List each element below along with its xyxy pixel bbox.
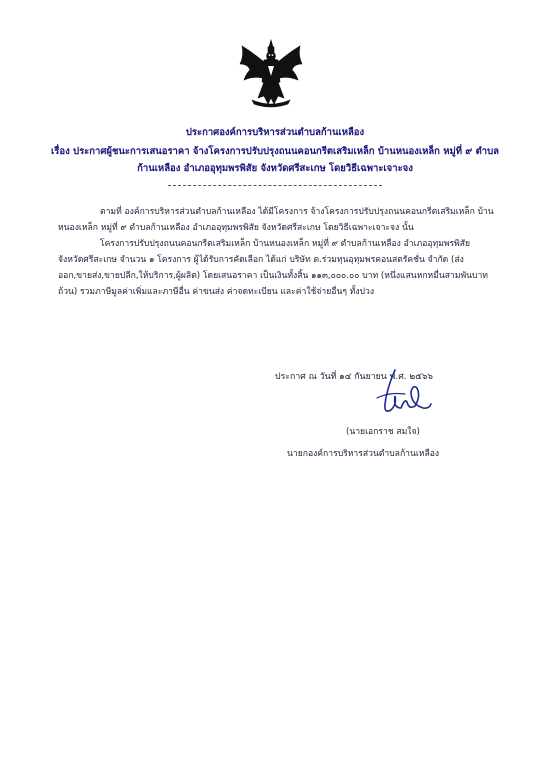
signer-name: (นายเอกราช สมใจ) (346, 427, 420, 437)
handwritten-signature (365, 368, 433, 420)
garuda-emblem (238, 38, 304, 108)
org-title: ประกาศองค์การบริหารส่วนตำบลก้านเหลือง (185, 127, 365, 138)
paragraph-2-text: โครงการปรับปรุงถนนคอนกรีตเสริมเหล็ก บ้านหนองเหล็ก หมู่ที่ ๙ ตำบลก้านเหลือง อำเภออุทุมพรพิสัย จังหวัดศรีสะเกษ จำนวน ๑ โครงการ ผู้ได้รับการคัดเลือก ได้แก่ บริษัท ต.ร่วมทุนอุทุมพรคอนสตรัคชั่น จำกัด (ส่งออก,ขายส่ง,ขายปลีก,ให้บริการ,ผู้ผลิต) โดยเสนอราคา เป็นเงินทั้งสิ้น ๑๑๓,๐๐๐.๐๐ บาท (หนึ่งแสนหกหมื่นสามพันบาทถ้วน) รวมภาษีมูลค่าเพิ่มและภาษีอื่น ค่าขนส่ง ค่าจดทะเบียน และค่าใช้จ่ายอื่นๆ ทั้งปวง (58, 239, 488, 297)
paragraph-1 (58, 204, 498, 236)
paragraph-2 (58, 236, 498, 300)
announcement-body (58, 204, 498, 300)
subject-line-2: ก้านเหลือง อำเภออุทุมพรพิสัย จังหวัดศรีสะเกษ โดยวิธีเฉพาะเจาะจง (137, 163, 413, 174)
subject-line-1: เรื่อง ประกาศผู้ชนะการเสนอราคา จ้างโครงการปรับปรุงถนนคอนกรีตเสริมเหล็ก บ้านหนองเหล็ก หมู่ที่ ๙ ตำบล (51, 146, 499, 157)
divider (168, 185, 382, 186)
announcement-header (40, 124, 510, 177)
paragraph-1-text: ตามที่ องค์การบริหารส่วนตำบลก้านเหลือง ได้มีโครงการ จ้างโครงการปรับปรุงถนนคอนกรีตเสริมเหล็ก บ้านหนองเหล็ก หมู่ที่ ๙ ตำบลก้านเหลือง อำเภออุทุมพรพิสัย จังหวัดศรีสะเกษ โดยวิธีเฉพาะเจาะจง นั้น (58, 207, 494, 233)
announcement-date: ประกาศ ณ วันที่ ๑๔ กันยายน พ.ศ. ๒๕๖๖ (275, 372, 434, 382)
signer-title: นายกองค์การบริหารส่วนตำบลก้านเหลือง (287, 449, 440, 459)
